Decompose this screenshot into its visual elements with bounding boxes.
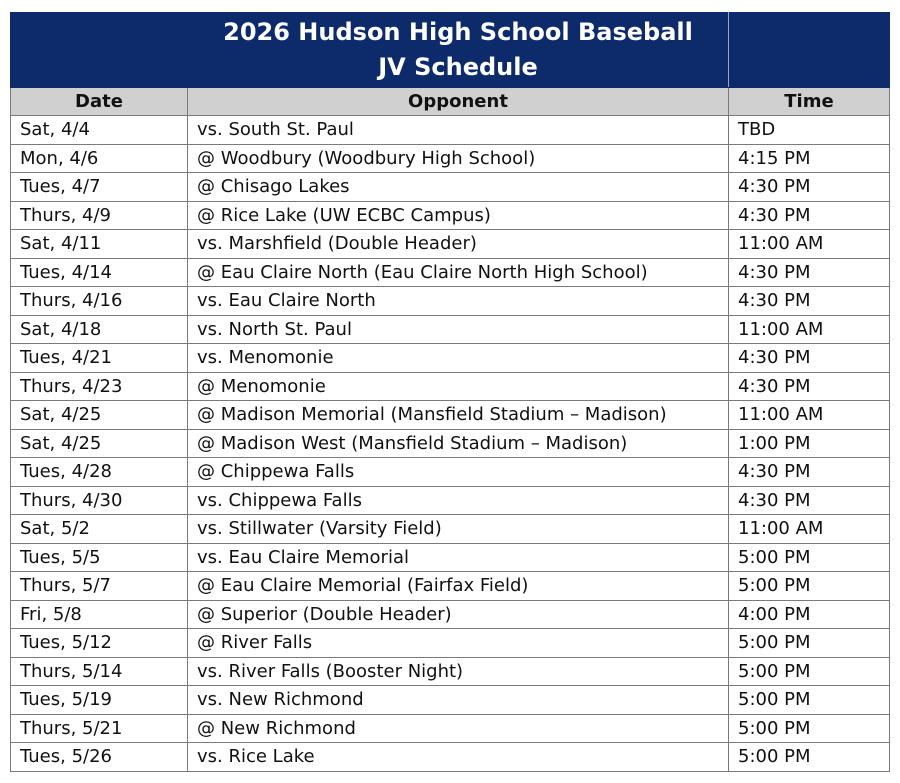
date-cell: Sat, 4/18 [11, 315, 188, 344]
date-cell: Sat, 5/2 [11, 515, 188, 544]
time-cell: 5:00 PM [729, 543, 890, 572]
opponent-cell: @ Menomonie [188, 372, 729, 401]
table-row [11, 116, 890, 145]
opponent-cell: vs. South St. Paul [188, 116, 729, 145]
table-row [11, 458, 890, 487]
date-cell: Sat, 4/11 [11, 230, 188, 259]
table-row [11, 230, 890, 259]
time-cell: 11:00 AM [729, 315, 890, 344]
date-cell: Thurs, 4/23 [11, 372, 188, 401]
time-cell: 4:30 PM [729, 486, 890, 515]
date-cell: Mon, 4/6 [11, 144, 188, 173]
time-cell: 11:00 AM [729, 515, 890, 544]
table-row [11, 401, 890, 430]
title-blank-left [11, 13, 188, 88]
opponent-cell: vs. Menomonie [188, 344, 729, 373]
date-cell: Thurs, 4/30 [11, 486, 188, 515]
date-cell: Thurs, 5/14 [11, 657, 188, 686]
time-cell: TBD [729, 116, 890, 145]
date-cell: Sat, 4/4 [11, 116, 188, 145]
date-cell: Tues, 5/5 [11, 543, 188, 572]
time-cell: 4:30 PM [729, 372, 890, 401]
table-row [11, 287, 890, 316]
table-row [11, 372, 890, 401]
opponent-cell: @ Chisago Lakes [188, 173, 729, 202]
opponent-cell: vs. Stillwater (Varsity Field) [188, 515, 729, 544]
time-cell: 11:00 AM [729, 230, 890, 259]
jv-schedule-table [10, 12, 890, 772]
opponent-cell: vs. Rice Lake [188, 743, 729, 772]
time-cell: 4:30 PM [729, 173, 890, 202]
time-cell: 4:30 PM [729, 287, 890, 316]
time-cell: 5:00 PM [729, 657, 890, 686]
table-row [11, 714, 890, 743]
date-cell: Sat, 4/25 [11, 401, 188, 430]
table-row [11, 743, 890, 772]
time-cell: 4:30 PM [729, 458, 890, 487]
time-cell: 4:30 PM [729, 258, 890, 287]
date-cell: Thurs, 4/16 [11, 287, 188, 316]
date-cell: Tues, 5/19 [11, 686, 188, 715]
date-cell: Tues, 4/14 [11, 258, 188, 287]
date-cell: Tues, 4/21 [11, 344, 188, 373]
table-row [11, 600, 890, 629]
date-cell: Tues, 4/7 [11, 173, 188, 202]
time-cell: 4:00 PM [729, 600, 890, 629]
opponent-cell: @ New Richmond [188, 714, 729, 743]
column-header-date: Date [11, 88, 188, 116]
date-cell: Tues, 5/26 [11, 743, 188, 772]
table-row [11, 258, 890, 287]
column-header-opponent: Opponent [188, 88, 729, 116]
opponent-cell: @ Eau Claire Memorial (Fairfax Field) [188, 572, 729, 601]
opponent-cell: @ Madison Memorial (Mansfield Stadium – Madison) [188, 401, 729, 430]
opponent-cell: vs. Eau Claire Memorial [188, 543, 729, 572]
table-row [11, 144, 890, 173]
table-row [11, 515, 890, 544]
column-header-row [11, 88, 890, 116]
table-row [11, 657, 890, 686]
opponent-cell: @ Woodbury (Woodbury High School) [188, 144, 729, 173]
table-row [11, 429, 890, 458]
opponent-cell: vs. Chippewa Falls [188, 486, 729, 515]
opponent-cell: vs. North St. Paul [188, 315, 729, 344]
table-row [11, 629, 890, 658]
date-cell: Fri, 5/8 [11, 600, 188, 629]
opponent-cell: @ Superior (Double Header) [188, 600, 729, 629]
opponent-cell: @ Chippewa Falls [188, 458, 729, 487]
date-cell: Thurs, 5/21 [11, 714, 188, 743]
time-cell: 11:00 AM [729, 401, 890, 430]
table-row [11, 201, 890, 230]
title-line-2: JV Schedule [378, 53, 538, 81]
title-line-1: 2026 Hudson High School Baseball [223, 18, 693, 46]
time-cell: 1:00 PM [729, 429, 890, 458]
schedule-title [188, 13, 729, 88]
time-cell: 4:15 PM [729, 144, 890, 173]
date-cell: Thurs, 5/7 [11, 572, 188, 601]
time-cell: 5:00 PM [729, 686, 890, 715]
time-cell: 5:00 PM [729, 743, 890, 772]
title-row [11, 13, 890, 88]
time-cell: 5:00 PM [729, 714, 890, 743]
table-row [11, 315, 890, 344]
opponent-cell: vs. Eau Claire North [188, 287, 729, 316]
table-row [11, 686, 890, 715]
date-cell: Thurs, 4/9 [11, 201, 188, 230]
date-cell: Sat, 4/25 [11, 429, 188, 458]
table-row [11, 543, 890, 572]
table-row [11, 572, 890, 601]
opponent-cell: @ Eau Claire North (Eau Claire North High School) [188, 258, 729, 287]
opponent-cell: @ Madison West (Mansfield Stadium – Madison) [188, 429, 729, 458]
column-header-time: Time [729, 88, 890, 116]
time-cell: 4:30 PM [729, 201, 890, 230]
table-row [11, 173, 890, 202]
opponent-cell: @ River Falls [188, 629, 729, 658]
opponent-cell: vs. Marshfield (Double Header) [188, 230, 729, 259]
time-cell: 4:30 PM [729, 344, 890, 373]
date-cell: Tues, 5/12 [11, 629, 188, 658]
opponent-cell: @ Rice Lake (UW ECBC Campus) [188, 201, 729, 230]
opponent-cell: vs. River Falls (Booster Night) [188, 657, 729, 686]
table-row [11, 344, 890, 373]
opponent-cell: vs. New Richmond [188, 686, 729, 715]
table-row [11, 486, 890, 515]
title-blank-right [729, 13, 890, 88]
time-cell: 5:00 PM [729, 629, 890, 658]
time-cell: 5:00 PM [729, 572, 890, 601]
date-cell: Tues, 4/28 [11, 458, 188, 487]
